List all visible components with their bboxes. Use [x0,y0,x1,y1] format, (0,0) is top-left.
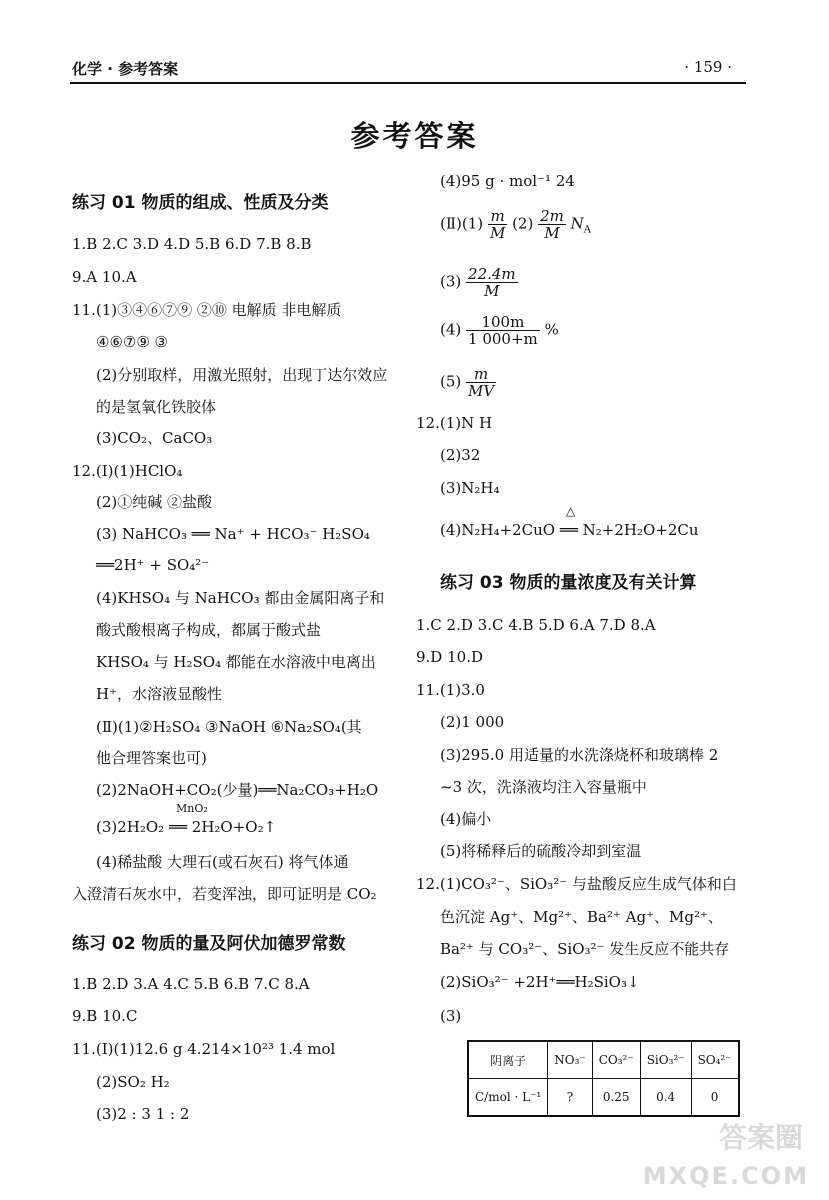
heat-symbol: △ [566,504,576,518]
label: (5) [440,372,462,391]
answer-line: (5)将稀释后的硫酸冷却到室温 [440,842,642,860]
answer-line: 9.D 10.D [416,648,483,666]
answer-line: 9.B 10.C [72,1007,138,1025]
numerator: 2m [540,207,564,225]
table-cell: C/mol · L⁻¹ [468,1079,548,1117]
answer-line: 9.A 10.A [72,268,137,286]
fraction [466,366,496,399]
answer-line: (4)稀盐酸 大理石(或石灰石) 将气体通 [96,853,349,871]
denominator: M [489,224,506,242]
answer-line: H⁺，水溶液显酸性 [96,685,222,703]
watermark-logo: 答案圈 [718,1121,803,1154]
answer-line: (3) [440,1007,462,1025]
answer-line: Ba²⁺ 与 CO₃²⁻、SiO₃²⁻ 发生反应不能共存 [440,940,730,958]
answer-line: (2)2NaOH+CO₂(少量)══Na₂CO₃+H₂O [96,781,379,799]
answer-line [440,208,591,242]
answer-line: (2)SiO₃²⁻ +2H⁺══H₂SiO₃↓ [440,973,640,991]
answer-line: KHSO₄ 与 H₂SO₄ 都能在水溶液中电离出 [96,653,376,671]
answer-line [440,266,518,299]
denominator: M [484,282,500,300]
section-title: 练习 01 物质的组成、性质及分类 [72,193,329,213]
header-subject: 化学 · 参考答案 [72,60,179,78]
answer-line: (2)①纯碱 ②盐酸 [96,493,213,511]
page-title: 参考答案 [350,119,479,153]
answer-line: 1.B 2.D 3.A 4.C 5.B 6.B 7.C 8.A [72,975,310,993]
answer-line: 1.C 2.D 3.C 4.B 5.D 6.A 7.D 8.A [416,616,656,634]
answer-line: 的是氢氧化铁胶体 [96,398,217,416]
answer-line: (3) NaHCO₃ ══ Na⁺ + HCO₃⁻ H₂SO₄ [96,525,370,543]
subscript: A [583,224,592,236]
section-title: 练习 02 物质的量及阿伏加德罗常数 [72,934,346,954]
answer-line: (3)CO₂、CaCO₃ [96,429,213,447]
answer-line: (2)32 [440,446,481,464]
page-number: · 159 · [684,58,732,76]
answer-line: ══2H⁺ + SO₄²⁻ [96,556,210,574]
denominator: 1 000+m [468,330,538,348]
table-row [468,1079,739,1117]
answer-line: (4)N₂H₄+2CuO ══ N₂+2H₂O+2Cu [440,521,699,539]
section-title: 练习 03 物质的量浓度及有关计算 [440,573,697,593]
answer-line: (2)1 000 [440,713,505,731]
answer-line: (2)SO₂ H₂ [96,1073,170,1091]
table-header-row [468,1041,739,1079]
answer-line: (3)2H₂O₂ ══ 2H₂O+O₂↑ [96,818,277,836]
table-cell: ? [548,1079,592,1117]
table-cell: NO₃⁻ [548,1041,592,1079]
answer-line: 11.(1)③④⑥⑦⑨ ②⑩ 电解质 非电解质 [72,301,342,319]
answer-line [440,366,496,399]
table-cell: 0.25 [592,1079,640,1117]
fraction [466,266,518,299]
numerator: 22.4m [468,265,516,283]
answer-line: (2)分别取样，用激光照射，出现丁达尔效应 [96,366,388,384]
numerator: 100m [466,314,540,331]
label: (3) [440,272,462,291]
answer-line: (3)N₂H₄ [440,479,500,497]
table-cell: 阴离子 [468,1041,548,1079]
answer-line: (3)2 : 3 1 : 2 [96,1105,190,1123]
numerator: m [466,366,496,383]
percent: % [544,320,559,339]
table-cell: 0 [691,1079,739,1117]
answer-line: (4)偏小 [440,810,492,828]
table-cell: SO₄²⁻ [691,1041,739,1079]
answer-line: 11.(Ⅰ)(1)12.6 g 4.214×10²³ 1.4 mol [72,1040,336,1058]
answer-line: 11.(1)3.0 [416,681,485,699]
answer-line [440,314,559,347]
answer-line: 入澄清石灰水中，若变浑浊，即可证明是 CO₂ [72,885,377,903]
page-header [70,52,746,84]
label: (2) [512,214,534,233]
watermark-url: MXQE.COM [642,1162,809,1190]
denominator: M [544,224,560,242]
denominator: MV [468,382,495,400]
answer-line: (Ⅱ)(1)②H₂SO₄ ③NaOH ⑥Na₂SO₄(其 [96,718,362,736]
table-cell: CO₃²⁻ [592,1041,640,1079]
answer-line: 色沉淀 Ag⁺、Mg²⁺、Ba²⁺ Ag⁺、Mg²⁺、 [440,908,723,926]
label: (4) [440,320,462,339]
answer-line: 酸式酸根离子构成，都属于酸式盐 [96,621,322,639]
answer-line: 他合理答案也可) [96,749,207,767]
answer-line: ~3 次，洗涤液均注入容量瓶中 [440,778,647,796]
answer-line: ④⑥⑦⑨ ③ [96,333,169,351]
table-cell: SiO₃²⁻ [640,1041,691,1079]
answer-line: (4)95 g · mol⁻¹ 24 [440,172,575,190]
answer-line: (4)KHSO₄ 与 NaHCO₃ 都由金属阳离子和 [96,589,385,607]
answer-line: 12.(Ⅰ)(1)HClO₄ [72,462,183,480]
answer-line: 1.B 2.C 3.D 4.D 5.B 6.D 7.B 8.B [72,235,312,253]
label: (Ⅱ)(1) [440,214,484,233]
numerator: m [488,208,507,225]
fraction [538,208,566,241]
anion-concentration-table [467,1040,740,1117]
answer-line: 12.(1)N H [416,414,493,432]
catalyst-label: MnO₂ [176,802,208,815]
fraction [488,208,507,241]
table-cell: 0.4 [640,1079,691,1117]
fraction [466,314,540,347]
symbol: N [570,214,584,233]
answer-line: 12.(1)CO₃²⁻、SiO₃²⁻ 与盐酸反应生成气体和白 [416,875,737,893]
answer-line: (3)295.0 用适量的水洗涤烧杯和玻璃棒 2 [440,746,719,764]
